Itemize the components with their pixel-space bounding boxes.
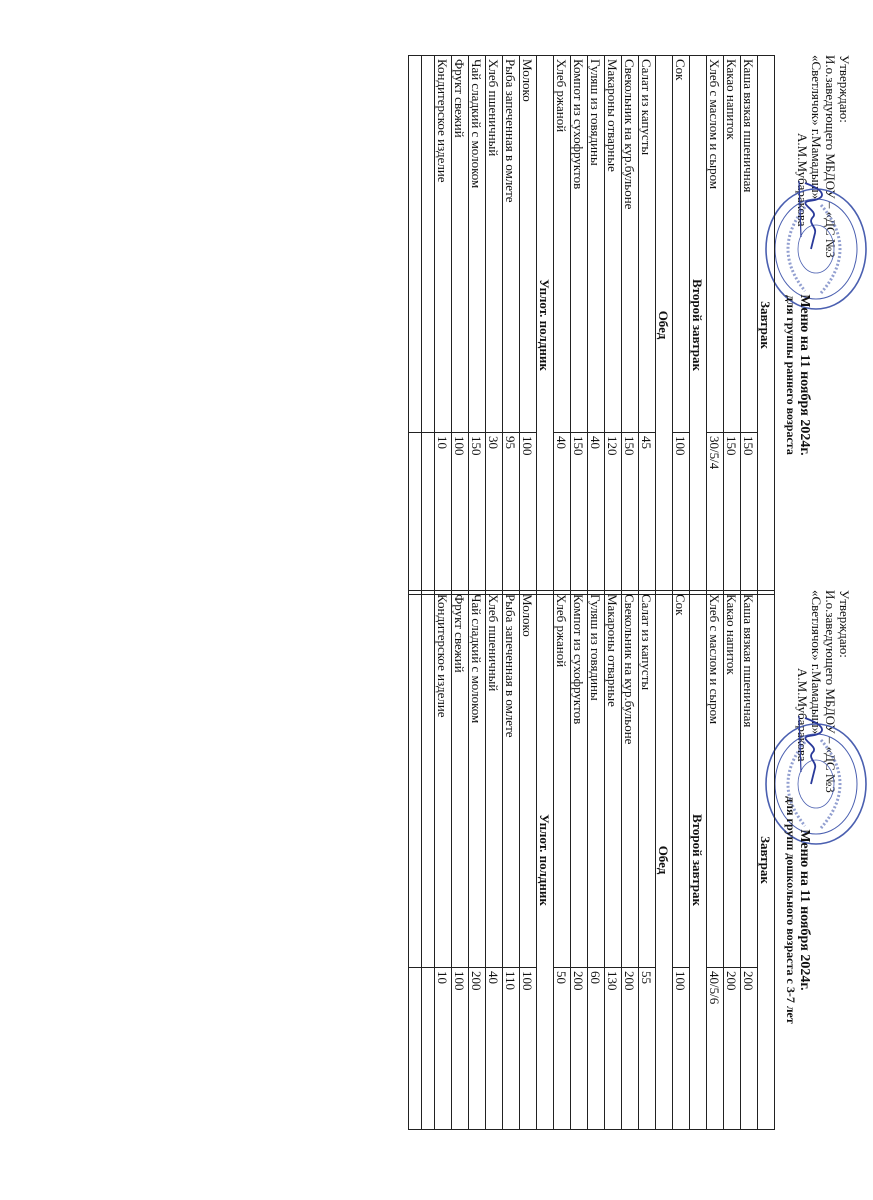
table-row [503,56,520,595]
dish-name: Чай сладкий с молоком [469,56,486,433]
menu-table [408,55,775,595]
approval-line: А.М.Мубаракова [795,668,810,762]
table-row [469,591,486,1130]
table-row [673,56,690,595]
dish-name: Макароны отварные [605,56,622,433]
dish-name: Макароны отварные [605,591,622,968]
section-heading: Завтрак [758,56,775,595]
table-row [741,56,758,595]
approval-line: «Светлячок» г.Мамадыш» [809,55,824,200]
empty-cell [409,968,422,1130]
dish-quantity: 200 [724,968,741,1130]
empty-cell [422,433,435,595]
dish-name: Гуляш из говядины [588,56,605,433]
empty-cell [409,433,422,595]
preschool-menu [0,590,873,1110]
dish-quantity: 95 [503,433,520,595]
table-row [571,591,588,1130]
table-row [469,56,486,595]
menu-title: Меню на 11 ноября 2024г. [797,829,812,991]
dish-quantity: 150 [724,433,741,595]
dish-name: Кондитерское изделие [435,56,452,433]
dish-quantity: 30 [486,433,503,595]
section-heading: Второй завтрак [690,56,707,595]
table-row [486,56,503,595]
menu-subtitle: для групп дошкольного возраста с 3-7 лет [784,796,798,1024]
table-row [554,591,571,1130]
table-row [741,591,758,1130]
empty-cell [409,591,422,968]
dish-name: Молоко [520,56,537,433]
section-row [537,591,554,1130]
empty-cell [409,56,422,433]
dish-name: Каша вязкая пшеничная [741,56,758,433]
section-heading: Уплот. полдник [537,591,554,1130]
dish-quantity: 150 [622,433,639,595]
table-row [622,591,639,1130]
dish-quantity: 200 [469,968,486,1130]
menu-title: Меню на 11 ноября 2024г. [797,294,812,456]
table-row [605,56,622,595]
dish-quantity: 100 [673,968,690,1130]
dish-quantity: 130 [605,968,622,1130]
menu-table [408,590,775,1130]
menu-subtitle: для группы раннего возраста [784,295,798,455]
section-row [690,591,707,1130]
dish-quantity: 50 [554,968,571,1130]
dish-name: Сок [673,591,690,968]
table-row [724,591,741,1130]
section-row [656,591,673,1130]
dish-name: Компот из сухофруктов [571,56,588,433]
dish-quantity: 150 [741,433,758,595]
dish-name: Молоко [520,591,537,968]
empty-row [409,56,422,595]
dish-quantity: 150 [571,433,588,595]
dish-name: Каша вязкая пшеничная [741,591,758,968]
dish-quantity: 200 [571,968,588,1130]
approval-line: Утверждаю: [837,590,852,658]
table-row [571,56,588,595]
table-row [588,591,605,1130]
table-row [588,56,605,595]
dish-quantity: 40 [554,433,571,595]
dish-name: Салат из капусты [639,591,656,968]
section-heading: Второй завтрак [690,591,707,1130]
section-row [758,56,775,595]
approval-line: «Светлячок» г.Мамадыш» [809,590,824,735]
dish-quantity: 60 [588,968,605,1130]
table-row [503,591,520,1130]
dish-name: Хлеб с маслом и сыром [707,591,724,968]
dish-name: Хлеб ржаной [554,56,571,433]
table-row [724,56,741,595]
dish-quantity: 200 [741,968,758,1130]
dish-name: Рыба запеченная в омлете [503,56,520,433]
table-row [639,56,656,595]
dish-name: Хлеб с маслом и сыром [707,56,724,433]
dish-name: Свекольник на кур.бульоне [622,591,639,968]
dish-quantity: 100 [673,433,690,595]
section-heading: Обед [656,56,673,595]
section-row [537,56,554,595]
table-row [707,56,724,595]
table-row [452,56,469,595]
approval-line: А.М.Мубаракова [795,133,810,227]
dish-name: Сок [673,56,690,433]
dish-name: Хлеб ржаной [554,591,571,968]
section-row [758,591,775,1130]
approval-line: И.о.заведующего МБДОУ – «ДС №3 [823,590,838,793]
table-row [605,591,622,1130]
dish-name: Фрукт свежий [452,56,469,433]
dish-name: Компот из сухофруктов [571,591,588,968]
section-heading: Завтрак [758,591,775,1130]
dish-name: Фрукт свежий [452,591,469,968]
section-row [690,56,707,595]
dish-quantity: 100 [452,968,469,1130]
dish-name: Свекольник на кур.бульоне [622,56,639,433]
dish-name: Чай сладкий с молоком [469,591,486,968]
empty-cell [422,968,435,1130]
section-heading: Обед [656,591,673,1130]
empty-row [422,56,435,595]
early-age-menu [0,55,873,575]
section-heading: Уплот. полдник [537,56,554,595]
dish-quantity: 45 [639,433,656,595]
dish-quantity: 100 [520,433,537,595]
dish-quantity: 10 [435,433,452,595]
dish-name: Кондитерское изделие [435,591,452,968]
dish-quantity: 100 [452,433,469,595]
dish-quantity: 200 [622,968,639,1130]
dish-quantity: 110 [503,968,520,1130]
table-row [673,591,690,1130]
dish-quantity: 100 [520,968,537,1130]
empty-row [409,591,422,1130]
dish-name: Какао напиток [724,591,741,968]
dish-quantity: 40 [588,433,605,595]
dish-quantity: 55 [639,968,656,1130]
table-row [520,56,537,595]
table-row [486,591,503,1130]
dish-name: Хлеб пшеничный [486,56,503,433]
table-row [520,591,537,1130]
section-row [656,56,673,595]
dish-name: Гуляш из говядины [588,591,605,968]
dish-name: Какао напиток [724,56,741,433]
table-row [435,591,452,1130]
empty-cell [422,56,435,433]
table-row [435,56,452,595]
table-row [639,591,656,1130]
dish-quantity: 40/5/6 [707,968,724,1130]
dish-name: Рыба запеченная в омлете [503,591,520,968]
empty-row [422,591,435,1130]
approval-line: Утверждаю: [837,55,852,123]
dish-quantity: 10 [435,968,452,1130]
approval-line: И.о.заведующего МБДОУ – «ДС №3 [823,55,838,258]
dish-quantity: 120 [605,433,622,595]
dish-quantity: 40 [486,968,503,1130]
table-row [452,591,469,1130]
table-row [622,56,639,595]
dish-name: Хлеб пшеничный [486,591,503,968]
table-row [707,591,724,1130]
empty-cell [422,591,435,968]
table-row [554,56,571,595]
dish-quantity: 150 [469,433,486,595]
dish-quantity: 30/5/4 [707,433,724,595]
dish-name: Салат из капусты [639,56,656,433]
